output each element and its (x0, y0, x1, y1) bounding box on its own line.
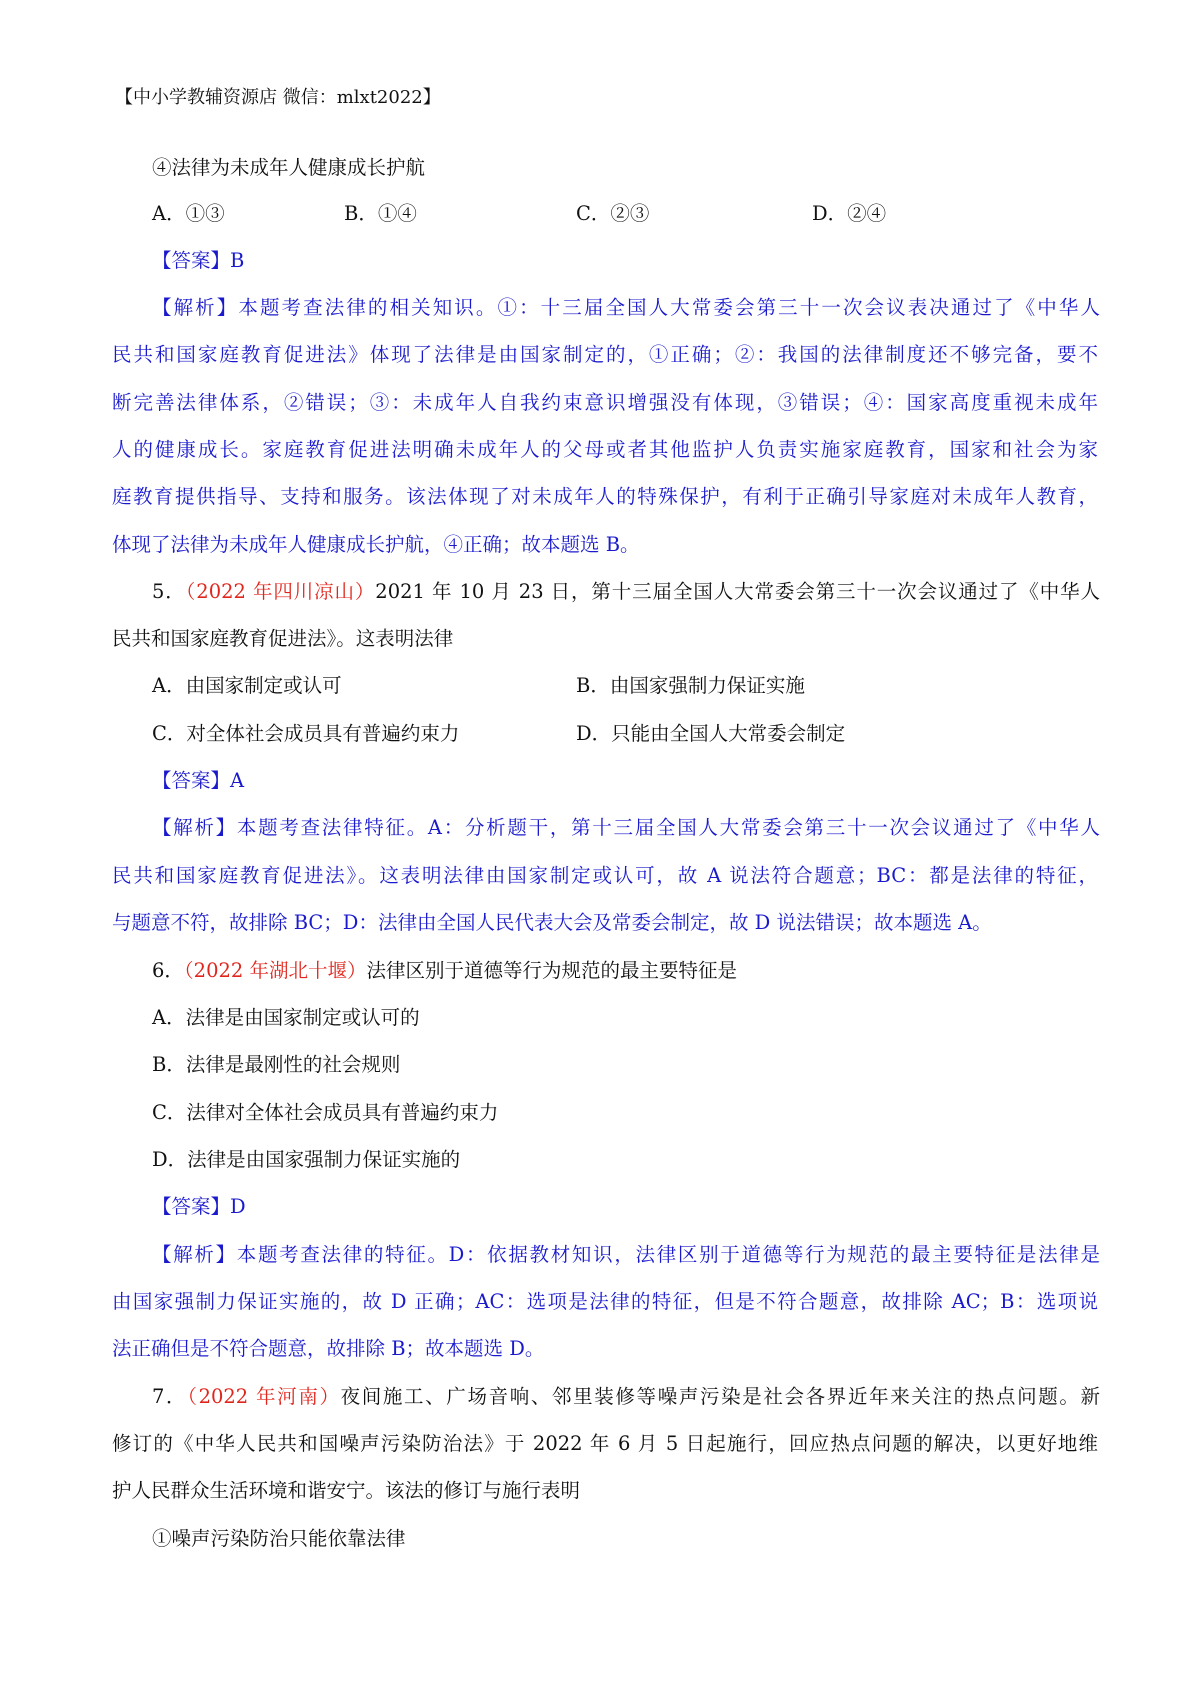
q5-answer: 【答案】A (152, 769, 245, 792)
q4-option-d: D．②④ (812, 202, 887, 225)
q5-source: （2022 年四川凉山） (185, 580, 376, 603)
q6-option-a: A．法律是由国家制定或认可的 (152, 1006, 420, 1029)
q4-analysis-line-5: 庭教育提供指导、支持和服务。该法体现了对未成年人的特殊保护，有利于正确引导家庭对未成年人教育， (112, 485, 1098, 508)
q4-option-a: A．①③ (152, 202, 225, 225)
q7-number: 7． (152, 1385, 188, 1408)
q7-stem-line-1 (152, 1383, 1100, 1411)
q5-stem-text-1: 2021 年 10 月 23 日，第十三届全国人大常委会第三十一次会议通过了《中华人 (375, 580, 1100, 603)
q4-option-b: B．①④ (344, 202, 417, 225)
q6-stem (0, 957, 1200, 985)
q5-stem-line-2: 民共和国家庭教育促进法》。这表明法律 (112, 627, 454, 650)
q6-option-c: C．法律对全体社会成员具有普遍约束力 (152, 1101, 499, 1124)
q4-analysis-line-2: 民共和国家庭教育促进法》体现了法律是由国家制定的，①正确；②：我国的法律制度还不够完备，要不 (112, 343, 1098, 366)
q5-analysis-line-2: 民共和国家庭教育促进法》。这表明法律由国家制定或认可，故 A 说法符合题意；BC：都是法律的特征， (112, 864, 1098, 887)
q5-analysis-line-1: 【解析】本题考查法律特征。A：分析题干，第十三届全国人大常委会第三十一次会议通过了《中华人 (152, 816, 1100, 839)
q5-option-d: D．只能由全国人大常委会制定 (576, 722, 846, 745)
q6-option-d: D．法律是由国家强制力保证实施的 (152, 1148, 461, 1171)
q4-item-4: ④法律为未成年人健康成长护航 (152, 156, 426, 179)
q6-number: 6． (152, 959, 184, 982)
q5-option-a: A．由国家制定或认可 (152, 674, 342, 697)
q7-stem-line-2: 修订的《中华人民共和国噪声污染防治法》于 2022 年 6 月 5 日起施行，回应热点问题的解决，以更好地维 (112, 1432, 1098, 1455)
q7-item-1: ①噪声污染防治只能依靠法律 (152, 1527, 406, 1550)
q4-option-c: C．②③ (576, 202, 650, 225)
q4-analysis-line-6: 体现了法律为未成年人健康成长护航，④正确；故本题选 B。 (112, 533, 640, 556)
q6-stem-text: 法律区别于道德等行为规范的最主要特征是 (366, 959, 738, 982)
page-header: 【中小学教辅资源店 微信：mlxt2022】 (115, 87, 441, 108)
q6-analysis-line-2: 由国家强制力保证实施的，故 D 正确；AC：选项是法律的特征，但是不符合题意，故排除 AC；B：选项说 (112, 1290, 1098, 1313)
q7-source: （2022 年河南） (187, 1385, 341, 1408)
q6-option-b: B．法律是最刚性的社会规则 (152, 1053, 401, 1076)
q7-stem-line-3: 护人民群众生活环境和谐安宁。该法的修订与施行表明 (112, 1479, 581, 1502)
q7-stem-text-1: 夜间施工、广场音响、邻里装修等噪声污染是社会各界近年来关注的热点问题。新 (340, 1385, 1100, 1408)
q4-answer: 【答案】B (152, 249, 245, 272)
q5-option-b: B．由国家强制力保证实施 (576, 674, 805, 697)
q6-analysis-line-3: 法正确但是不符合题意，故排除 B；故本题选 D。 (112, 1337, 545, 1360)
q5-analysis-line-3: 与题意不符，故排除 BC；D：法律由全国人民代表大会及常委会制定，故 D 说法错误；故本题选 A。 (112, 911, 992, 934)
q6-source: （2022 年湖北十堰） (183, 959, 367, 982)
q6-answer: 【答案】D (152, 1195, 246, 1218)
q4-analysis-line-4: 人的健康成长。家庭教育促进法明确未成年人的父母或者其他监护人负责实施家庭教育，国家和社会为家 (112, 438, 1098, 461)
q5-stem-line-1 (152, 578, 1100, 606)
q5-option-c: C．对全体社会成员具有普遍约束力 (152, 722, 460, 745)
q4-analysis-line-1: 【解析】本题考查法律的相关知识。①：十三届全国人大常委会第三十一次会议表决通过了《中华人 (152, 296, 1100, 319)
q5-number: 5． (152, 580, 186, 603)
q6-analysis-line-1: 【解析】本题考查法律的特征。D：依据教材知识，法律区别于道德等行为规范的最主要特征是法律是 (152, 1243, 1100, 1266)
q4-analysis-line-3: 断完善法律体系，②错误；③：未成年人自我约束意识增强没有体现，③错误；④：国家高度重视未成年 (112, 391, 1098, 414)
